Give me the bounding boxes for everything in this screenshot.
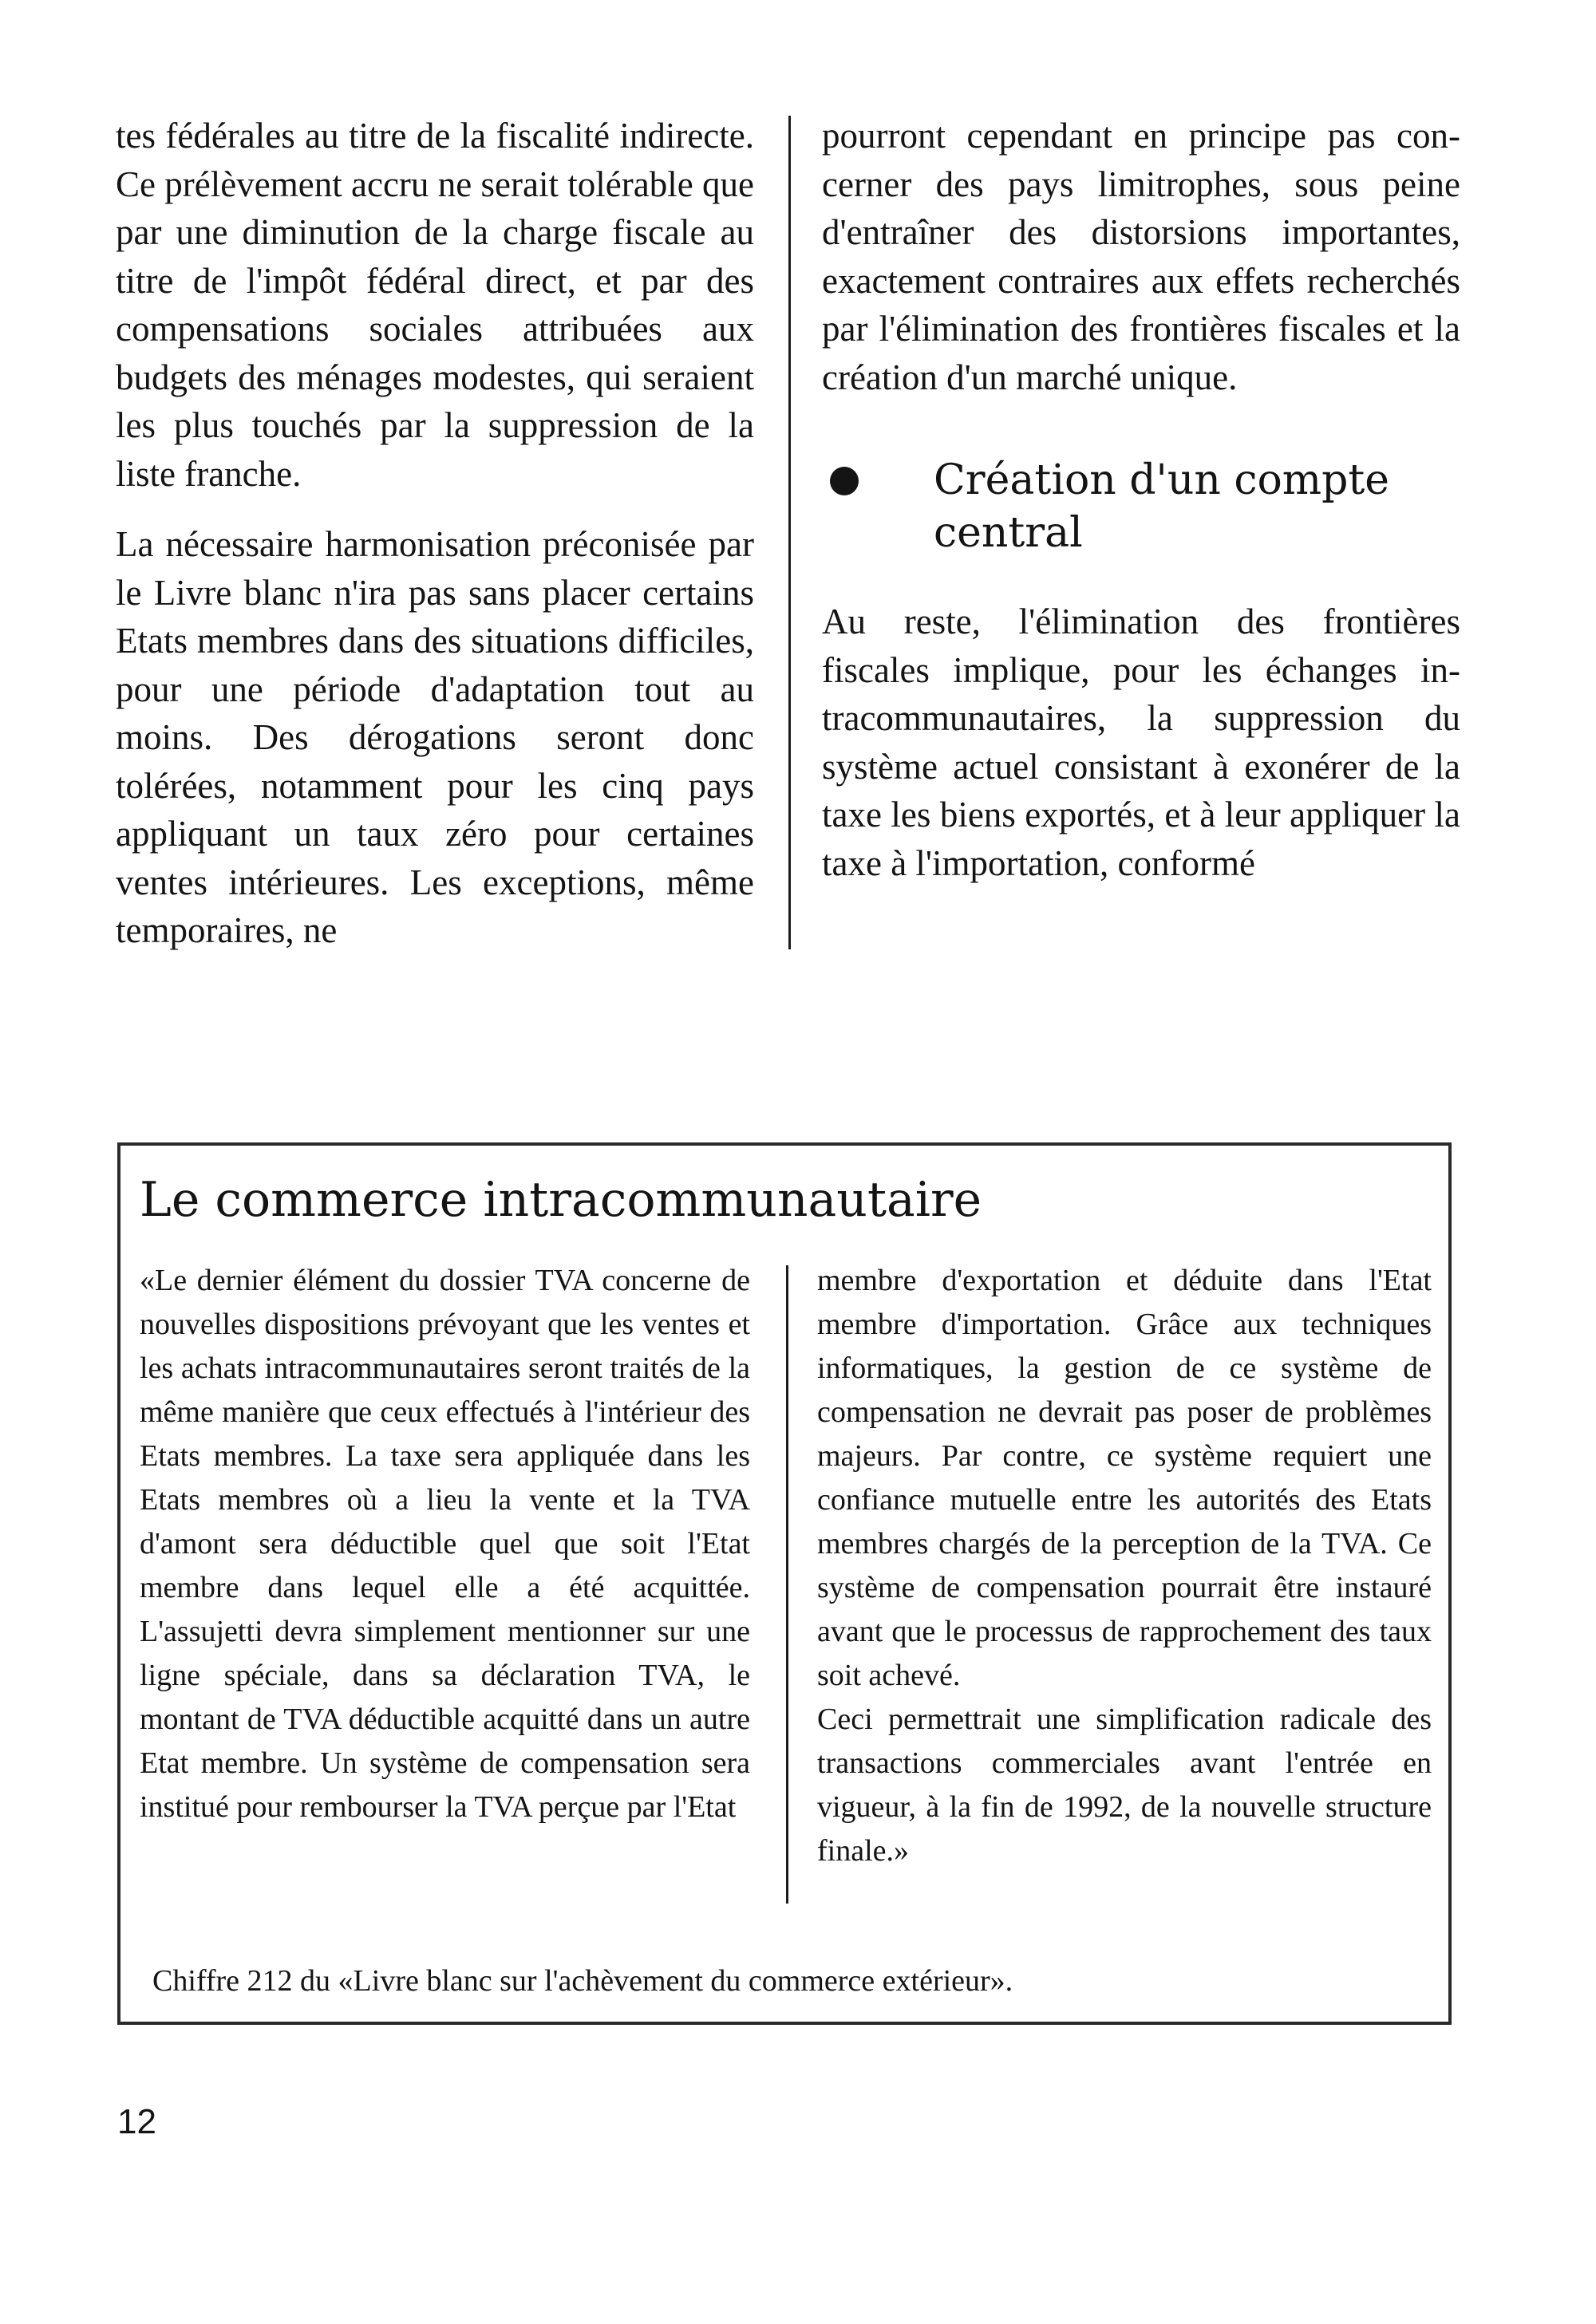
right-text-column (822, 112, 1460, 887)
page-number: 12 (117, 2102, 156, 2141)
box-title: Le commerce intracommunautaire (140, 1172, 982, 1228)
paragraph: Au reste, l'élimination des frontières fiscales implique, pour les échanges intracommunautaires, la suppression du système actuel consistant à exonérer de la taxe les biens exportés, et à leur appliquer la taxe à l'importation, conformé (822, 602, 1460, 883)
quote-box (117, 1142, 1452, 2025)
box-paragraph: «Le dernier élément du dossier TVA concerne de nouvelles dispositions prévoyant que les ventes et les achats intracommunautaires seront traités de la même manière que ceux effectués à l'intérieur des Etats membres. La taxe sera appliquée dans les Etats membres où a lieu la vente et la TVA d'amont sera déductible quel que soit l'Etat membre dans lequel elle a été acquittée. L'assujetti devra simplement mentionner sur une ligne spéciale, dans sa déclaration TVA, le montant de TVA déductible acquitté dans un autre Etat membre. Un système de compensation sera institué pour rembourser la TVA perçue par l'Etat (140, 1264, 750, 1824)
paragraph: pourront cependant en principe pas concerner des pays limitrophes, sous peine d'entraîner des distorsions importantes, exactement contraires aux effets recherchés par l'élimination des frontières fiscales et la création d'un marché unique. (822, 116, 1460, 397)
column-divider (788, 116, 791, 949)
section-heading-text: Création d'un compte central (934, 456, 1390, 557)
section-heading (822, 454, 1460, 559)
left-text-column (116, 112, 754, 955)
box-paragraph: membre d'exportation et déduite dans l'Etat membre d'importation. Grâce aux techniques informatiques, la gestion de ce système de compensation ne devrait pas poser de problèmes majeurs. Par contre, ce système requiert une confiance mutuelle entre les autorités des Etats membres chargés de la perception de la TVA. Ce système de compensation pourrait être instauré avant que le processus de rapprochement des taux soit achevé. (817, 1264, 1432, 1692)
box-source: Chiffre 212 du «Livre blanc sur l'achèvement du commerce extérieur». (152, 1964, 1013, 1998)
bullet-icon (830, 467, 859, 495)
paragraph: tes fédérales au titre de la fiscalité indirecte. Ce prélèvement accru ne serait tolérable que par une diminution de la charge fiscale au titre de l'impôt fédéral direct, et par des compensations sociales attribuées aux budgets des ménages modestes, qui seraient les plus touchés par la suppression de la liste franche. (116, 116, 754, 494)
box-paragraph: Ceci permettrait une simplification radicale des transactions commerciales avant l'entrée en vigueur, à la fin de 1992, de la nouvelle structure finale.» (817, 1703, 1432, 1868)
box-column-divider (786, 1265, 788, 1904)
box-right-column (817, 1259, 1432, 1873)
box-left-column (140, 1259, 750, 1829)
paragraph: La nécessaire harmonisation préconisée par le Livre blanc n'ira pas sans placer certains Etats membres dans des situations difficiles, pour une période d'adaptation tout au moins. Des dérogations seront donc tolérées, notamment pour les cinq pays appliquant un taux zéro pour certaines ventes intérieures. Les exceptions, même temporaires, ne (116, 524, 754, 950)
